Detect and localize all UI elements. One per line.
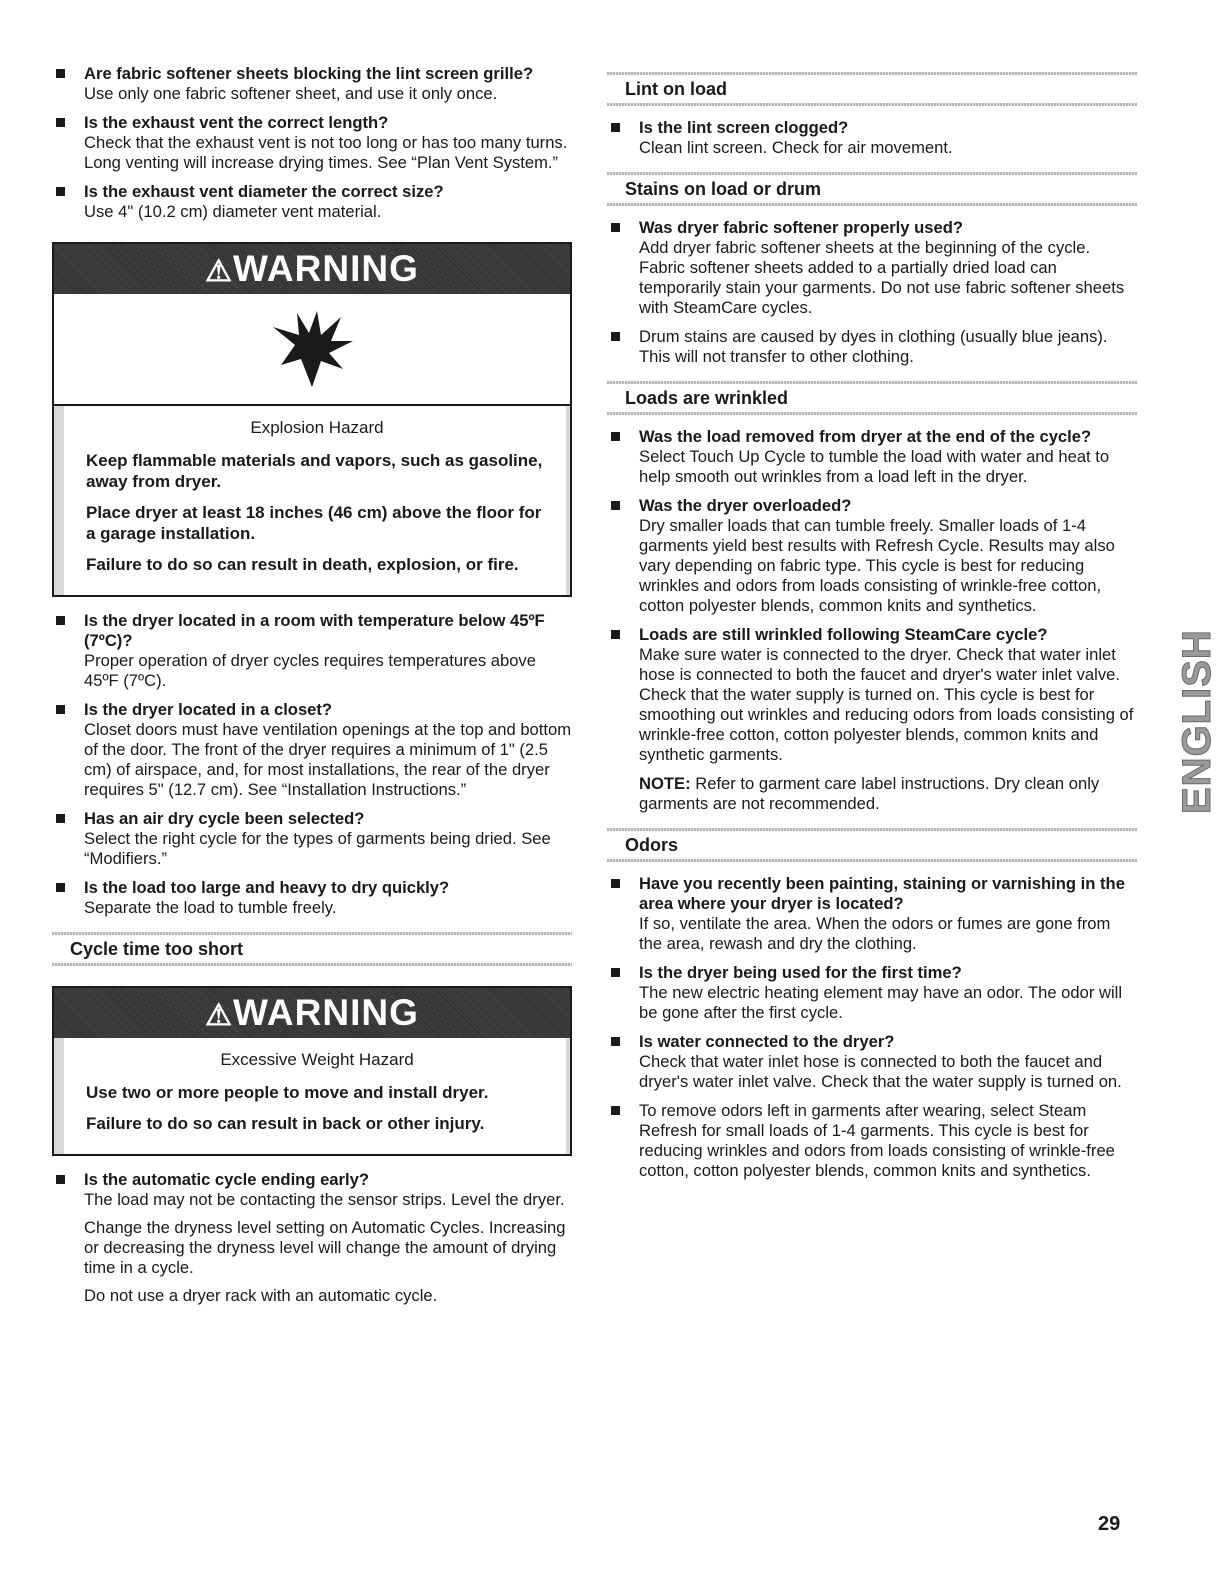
section-odors (607, 828, 1137, 862)
list-item (607, 963, 1137, 1023)
answer: The load may not be contacting the sensor strips. Level the dryer. (84, 1190, 565, 1209)
note-text: Refer to garment care label instructions. Dry clean only garments are not recommended. (639, 774, 1100, 813)
bullet-icon (611, 1106, 620, 1115)
section-rule (607, 412, 1137, 415)
answer: If so, ventilate the area. When the odors or fumes are gone from the area, rewash and dry the clothing. (639, 914, 1111, 953)
warning-line: Failure to do so can result in back or other injury. (86, 1114, 485, 1133)
list-item (52, 1170, 572, 1306)
question: Loads are still wrinkled following SteamCare cycle? (639, 625, 1048, 644)
left-column (52, 64, 572, 1315)
bullet-icon (56, 883, 65, 892)
note-label: NOTE: (639, 774, 691, 793)
answer: Use only one fabric softener sheet, and use it only once. (84, 84, 498, 103)
weight-warning-box (52, 986, 572, 1156)
bullet-icon (611, 123, 620, 132)
hazard-title: Explosion Hazard (250, 418, 384, 437)
bullet-icon (611, 630, 620, 639)
answer: Use 4" (10.2 cm) diameter vent material. (84, 202, 382, 221)
question: Is the dryer being used for the first time? (639, 963, 962, 982)
list-item (607, 625, 1137, 765)
list-item (52, 809, 572, 869)
warning-triangle-icon: ⚠ (205, 255, 234, 288)
bullet-icon (56, 118, 65, 127)
warning-line: Use two or more people to move and install dryer. (86, 1083, 489, 1102)
section-title: Lint on load (625, 79, 727, 99)
page-number: 29 (1098, 1513, 1121, 1535)
section-rule (607, 203, 1137, 206)
list-item (52, 182, 572, 222)
bullet-icon (56, 187, 65, 196)
bullet-icon (611, 879, 620, 888)
answer: Make sure water is connected to the dryer. Check that water inlet hose is connected to both the faucet and dryer's water inlet valve. Check that the water supply is turned on. This cycle is best for smoothing out wrinkles and reducing odors from loads consisting of wrinkle-free cotton, cotton polyester blends, common knits and synthetic garments. (639, 645, 1134, 764)
warning-header (54, 988, 570, 1038)
warning-triangle-icon: ⚠ (205, 999, 234, 1032)
answer: Check that the exhaust vent is not too long or has too many turns. Long venting will increase drying times. See “Plan Vent System.” (84, 133, 568, 172)
side-tab-label: ENGLISH (1175, 629, 1219, 814)
list-item (607, 427, 1137, 487)
right-column (607, 64, 1137, 1190)
warning-line: Keep flammable materials and vapors, such as gasoline, away from dryer. (86, 451, 543, 491)
section-title: Stains on load or drum (625, 179, 822, 199)
question: Is the dryer located in a closet? (84, 700, 333, 719)
list-item (607, 874, 1137, 954)
section-stains (607, 172, 1137, 206)
bullet-icon (56, 814, 65, 823)
question: Are fabric softener sheets blocking the lint screen grille? (84, 64, 534, 83)
section-wrinkled (607, 381, 1137, 415)
answer: Check that water inlet hose is connected to both the faucet and dryer's water inlet valve. Check that the water supply is turned on. (639, 1052, 1122, 1091)
section-title: Cycle time too short (70, 939, 244, 959)
bullet-icon (611, 501, 620, 510)
answer: Add dryer fabric softener sheets at the beginning of the cycle. Fabric softener sheets added to a partially dried load can temporarily stain your garments. Do not use fabric softener sheets with SteamCare cycles. (639, 238, 1125, 317)
list-item (52, 878, 572, 918)
question: Has an air dry cycle been selected? (84, 809, 365, 828)
list-item (52, 700, 572, 800)
answer: Select Touch Up Cycle to tumble the load with water and heat to help smooth out wrinkles from a load left in the dryer. (639, 447, 1110, 486)
warning-header (54, 244, 570, 294)
section-rule (607, 103, 1137, 106)
bullet-icon (611, 1037, 620, 1046)
question: Have you recently been painting, staining or varnishing in the area where your dryer is located? (639, 874, 1125, 913)
bullet-icon (611, 968, 620, 977)
bullet-icon (56, 1175, 65, 1184)
hazard-title: Excessive Weight Hazard (220, 1050, 414, 1069)
question: Is the lint screen clogged? (639, 118, 849, 137)
question: Is the automatic cycle ending early? (84, 1170, 369, 1189)
list-item (607, 218, 1137, 318)
warning-line: Failure to do so can result in death, explosion, or fire. (86, 555, 519, 574)
bullet-icon (611, 432, 620, 441)
bullet-icon (56, 705, 65, 714)
section-lint-on-load (607, 72, 1137, 106)
bullet-icon (611, 332, 620, 341)
answer: Closet doors must have ventilation openings at the top and bottom of the door. The front of the dryer requires a minimum of 1" (2.5 cm) of airspace, and, for most installations, the rear of the dryer requires 5" (12.7 cm). See “Installation Instructions.” (84, 720, 572, 799)
answer: Separate the load to tumble freely. (84, 898, 337, 917)
answer: Change the dryness level setting on Automatic Cycles. Increasing or decreasing the dryness level will change the amount of drying time in a cycle. (84, 1218, 566, 1277)
warning-heading: WARNING (233, 992, 419, 1033)
question: Is the exhaust vent the correct length? (84, 113, 389, 132)
answer: To remove odors left in garments after wearing, select Steam Refresh for small loads of 1-4 garments. This cycle is best for reducing wrinkles and odors from loads consisting of wrinkle-free cotton, cotton polyester blends, common knits and synthetics. (639, 1101, 1115, 1180)
answer: Do not use a dryer rack with an automatic cycle. (84, 1286, 438, 1305)
warning-line: Place dryer at least 18 inches (46 cm) above the floor for a garage installation. (86, 503, 542, 543)
question: Was the load removed from dryer at the end of the cycle? (639, 427, 1092, 446)
answer: Proper operation of dryer cycles requires temperatures above 45ºF (7ºC). (84, 651, 536, 690)
answer: Clean lint screen. Check for air movement. (639, 138, 953, 157)
warning-body (54, 1038, 570, 1154)
question: Is the load too large and heavy to dry quickly? (84, 878, 450, 897)
section-rule (52, 963, 572, 966)
question: Is water connected to the dryer? (639, 1032, 895, 1051)
list-item (52, 611, 572, 691)
warning-heading: WARNING (233, 248, 419, 289)
list-item (607, 1101, 1137, 1181)
list-item (607, 118, 1137, 158)
list-item (607, 1032, 1137, 1092)
question: Was the dryer overloaded? (639, 496, 852, 515)
warning-body (54, 406, 570, 595)
english-side-tab (1175, 570, 1219, 815)
question: Is the dryer located in a room with temperature below 45ºF (7ºC)? (84, 611, 545, 650)
answer: Select the right cycle for the types of garments being dried. See “Modifiers.” (84, 829, 551, 868)
section-title: Loads are wrinkled (625, 388, 789, 408)
bullet-icon (56, 616, 65, 625)
explosion-warning-box (52, 242, 572, 597)
bullet-icon (611, 223, 620, 232)
explosion-icon (54, 294, 570, 406)
answer: The new electric heating element may have an odor. The odor will be gone after the first cycle. (639, 983, 1123, 1022)
list-item (607, 496, 1137, 616)
bullet-icon (56, 69, 65, 78)
section-title: Odors (625, 835, 679, 855)
note (607, 774, 1137, 814)
list-item (52, 64, 572, 104)
list-item (52, 113, 572, 173)
list-item (607, 327, 1137, 367)
question: Was dryer fabric softener properly used? (639, 218, 963, 237)
answer: Drum stains are caused by dyes in clothing (usually blue jeans). This will not transfer to other clothing. (639, 327, 1108, 366)
section-cycle-time-too-short (52, 932, 572, 966)
answer: Dry smaller loads that can tumble freely. Smaller loads of 1-4 garments yield best results with Refresh Cycle. Results may also vary depending on fabric type. This cycle is best for reducing wrinkles and odors from loads consisting of wrinkle-free cotton, cotton polyester blends, common knits and synthetics. (639, 516, 1115, 615)
section-rule (607, 859, 1137, 862)
question: Is the exhaust vent diameter the correct size? (84, 182, 444, 201)
